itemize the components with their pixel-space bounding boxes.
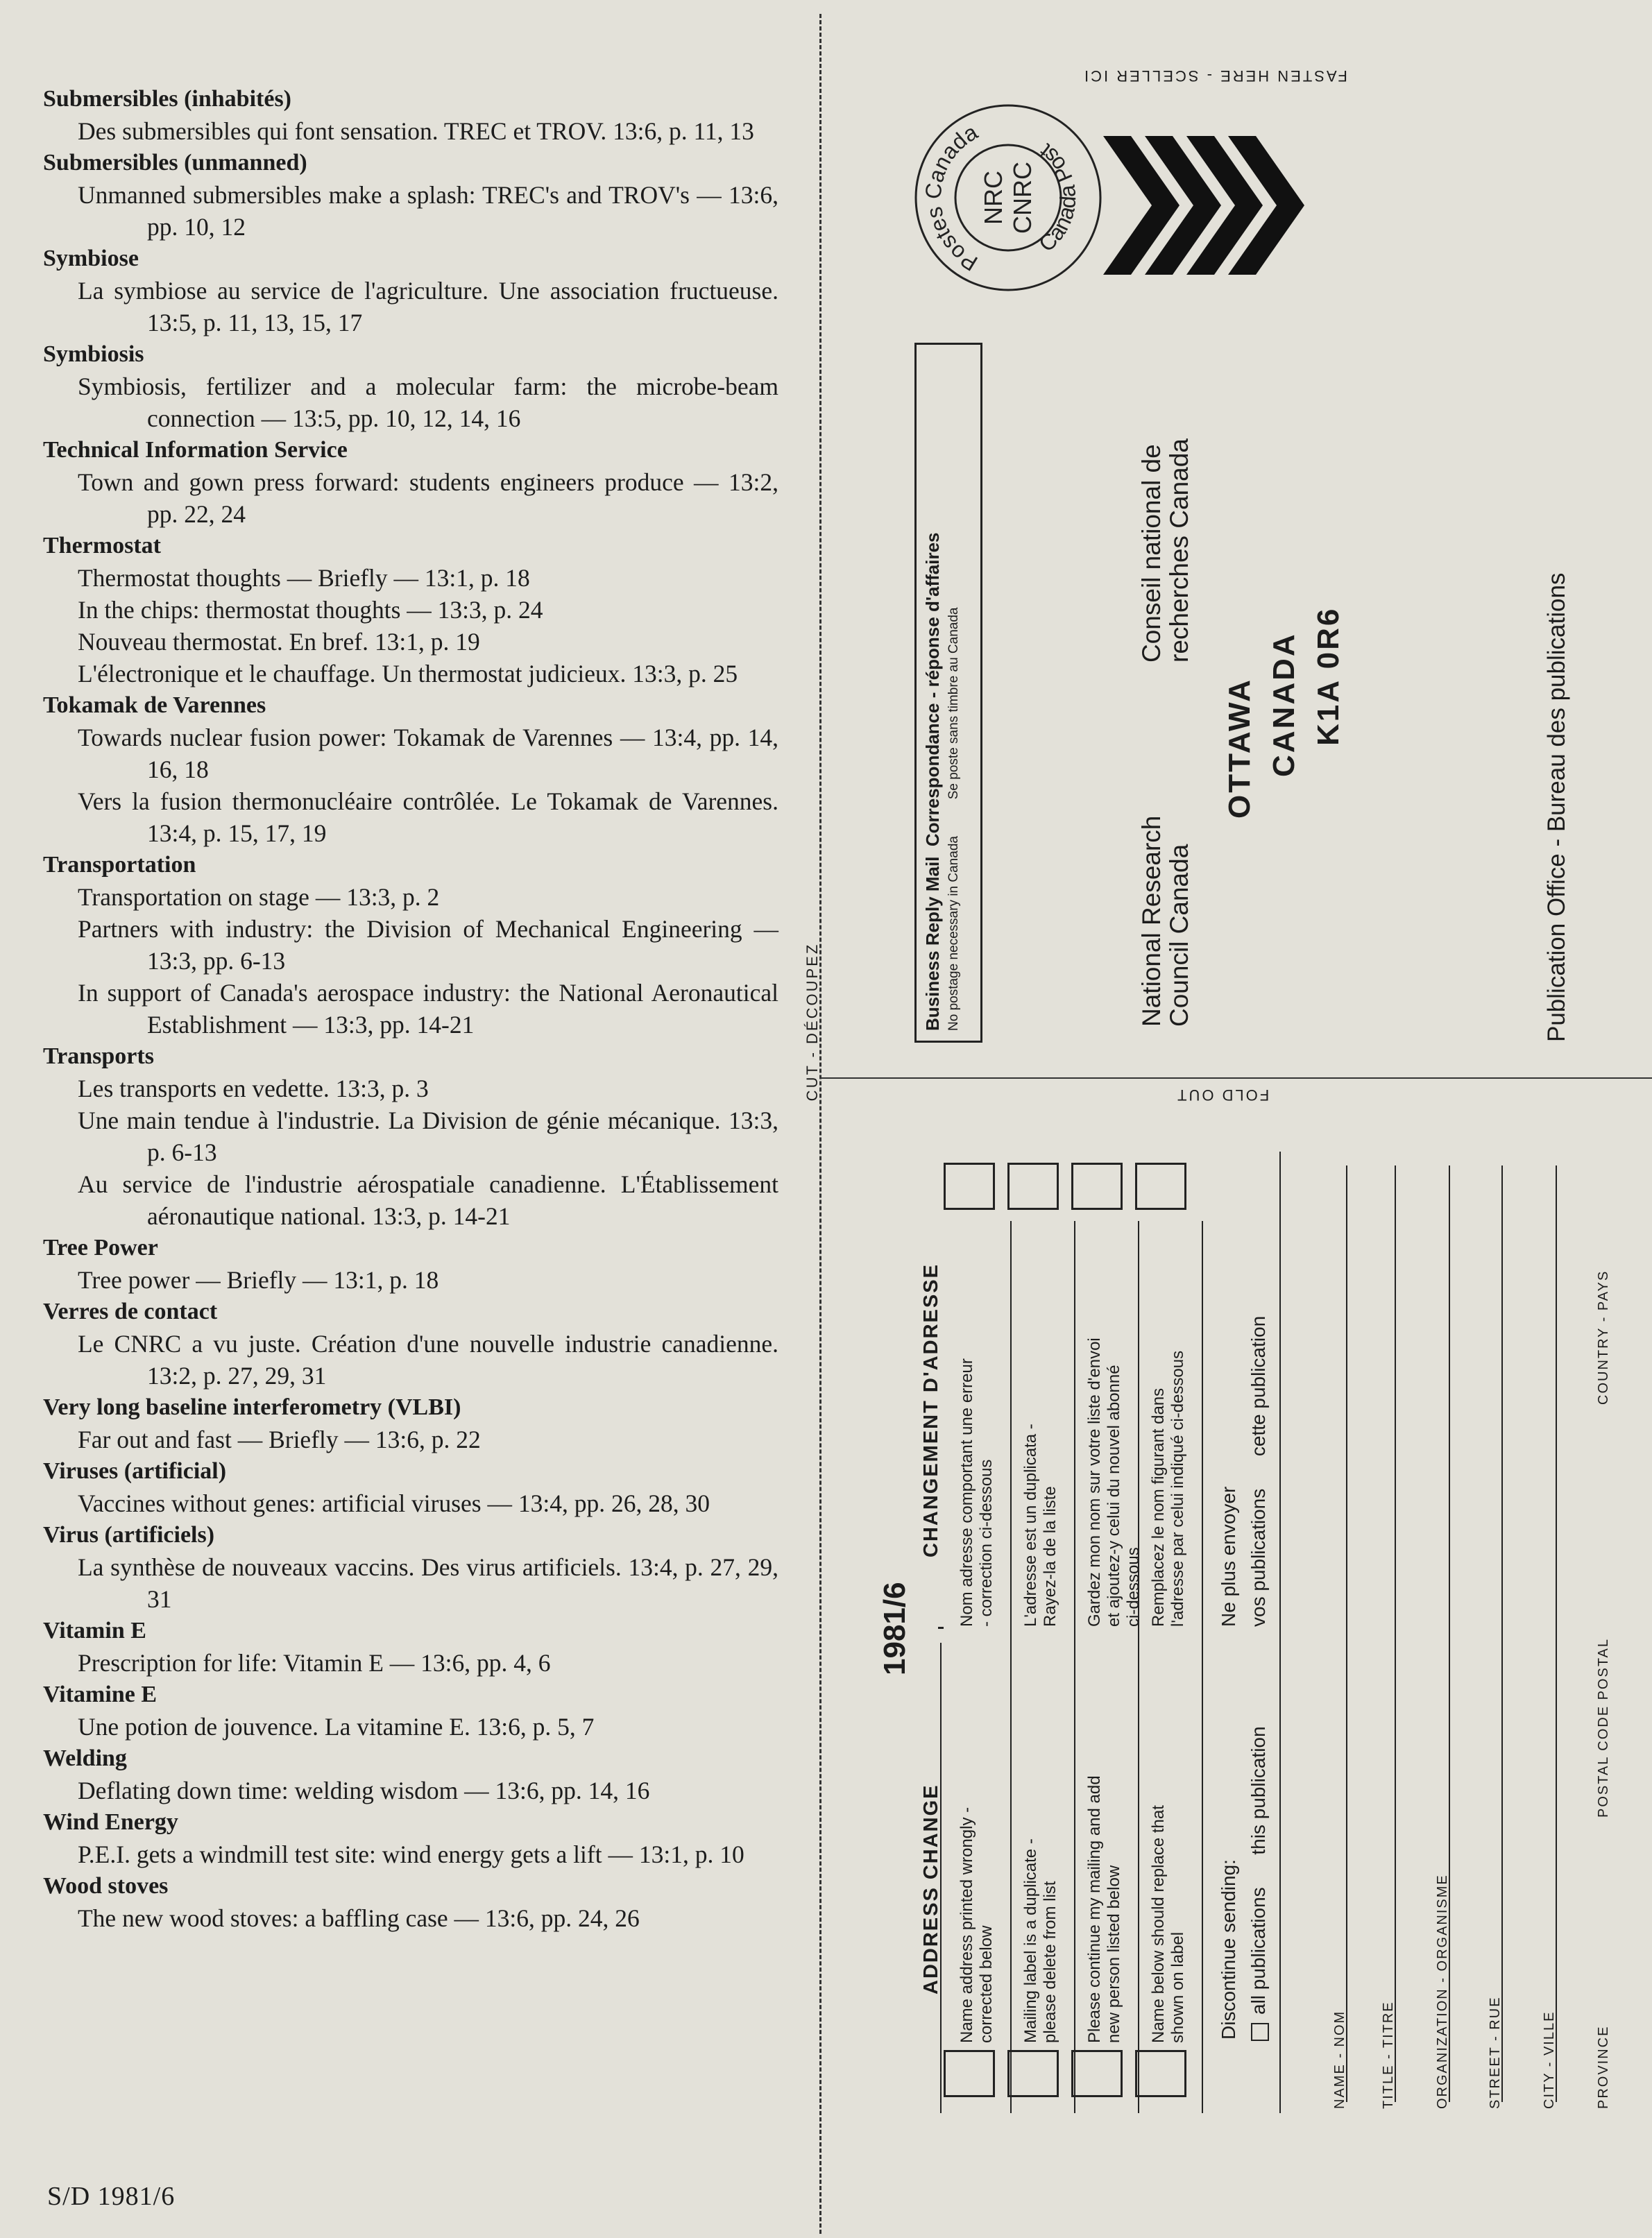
index-reference: Les transports en vedette. 13:3, p. 3 bbox=[78, 1075, 429, 1102]
index-entry bbox=[43, 530, 778, 690]
index-entry bbox=[43, 1519, 778, 1615]
business-reply-subtitle: No postage necessary in Canada Se poste sans timbre au Canada bbox=[946, 607, 961, 1031]
publication-office: Publication Office - Bureau des publications bbox=[1543, 572, 1570, 1042]
index-heading: Submersibles (unmanned) bbox=[43, 150, 307, 176]
postmark-nrc: NRC bbox=[979, 171, 1007, 225]
index-entry bbox=[43, 1679, 778, 1743]
option-fr-2 bbox=[1021, 1424, 1060, 1627]
card-divider-2 bbox=[1279, 1152, 1281, 2113]
index-reference: Town and gown press forward: students engineers produce — 13:2, pp. 22, 24 bbox=[78, 468, 778, 528]
index-entry bbox=[43, 1392, 778, 1455]
index-reference: Towards nuclear fusion power: Tokamak de Varennes — 13:4, pp. 14, 16, 18 bbox=[78, 724, 778, 783]
index-entry bbox=[43, 1743, 778, 1806]
option-fr-line: et ajoutez-y celui du nouvel abonné bbox=[1105, 1365, 1123, 1627]
subject-index bbox=[43, 83, 778, 1934]
index-heading: Tree Power bbox=[43, 1235, 158, 1261]
index-reference: Au service de l'industrie aérospatiale canadienne. L'Établissement aéronautique national. 13:3, p. 14-21 bbox=[78, 1170, 778, 1230]
index-entry bbox=[43, 434, 778, 530]
index-heading: Vitamine E bbox=[43, 1682, 157, 1707]
field-label[interactable]: CITY - VILLE bbox=[1542, 2010, 1557, 2109]
option-checkbox-en-3[interactable] bbox=[1071, 2050, 1123, 2097]
card-divider-1 bbox=[940, 1643, 942, 2113]
index-reference: Symbiosis, fertilizer and a molecular farm: the microbe-beam connection — 13:5, pp. 10, 12, 14, 16 bbox=[78, 373, 778, 432]
index-reference: Une main tendue à l'industrie. La Division de génie mécanique. 13:3, p. 6-13 bbox=[78, 1107, 778, 1166]
index-entry bbox=[43, 1455, 778, 1519]
option-checkbox-en-1[interactable] bbox=[944, 2050, 995, 2097]
svg-text:Postes Canada bbox=[920, 119, 982, 276]
option-en-line: new person listed below bbox=[1105, 1865, 1123, 2043]
index-heading: Tokamak de Varennes bbox=[43, 692, 266, 718]
option-fr-line: Gardez mon nom sur votre liste d'envoi bbox=[1085, 1338, 1104, 1627]
address-city: OTTAWA bbox=[1223, 678, 1257, 819]
option-fr-line: L'adresse est un duplicata - bbox=[1021, 1424, 1040, 1627]
index-reference: Tree power — Briefly — 13:1, p. 18 bbox=[78, 1266, 439, 1294]
org-english-line2: Council Canada bbox=[1165, 844, 1193, 1027]
index-entry bbox=[43, 243, 778, 339]
org-english-line1: National Research bbox=[1137, 815, 1166, 1027]
index-heading: Symbiosis bbox=[43, 341, 144, 367]
index-heading: Submersibles (inhabités) bbox=[43, 86, 291, 112]
index-heading: Wood stoves bbox=[43, 1873, 169, 1899]
option-en-line: please delete from list bbox=[1041, 1881, 1059, 2043]
index-reference: Des submersibles qui font sensation. TREC et TROV. 13:6, p. 11, 13 bbox=[78, 117, 754, 145]
field-label[interactable]: ORGANIZATION - ORGANISME bbox=[1435, 1874, 1450, 2109]
index-entry bbox=[43, 339, 778, 434]
option-checkbox-fr-2[interactable] bbox=[1007, 1163, 1059, 1210]
discontinue-fr-label: Ne plus envoyer bbox=[1218, 1486, 1239, 1627]
index-entry bbox=[43, 1232, 778, 1296]
card-issue: 1981/6 bbox=[878, 1582, 912, 1675]
index-reference: L'électronique et le chauffage. Un thermostat judicieux. 13:3, p. 25 bbox=[78, 660, 738, 687]
index-reference: Deflating down time: welding wisdom — 13:6, pp. 14, 16 bbox=[78, 1777, 650, 1804]
index-reference: La symbiose au service de l'agriculture. Une association fructueuse. 13:5, p. 11, 13, 15, 17 bbox=[78, 277, 778, 336]
index-entry bbox=[43, 1041, 778, 1232]
postmark-top-text: Postes Canada bbox=[920, 119, 982, 276]
index-heading: Very long baseline interferometry (VLBI) bbox=[43, 1394, 461, 1420]
option-en-line: Name address printed wrongly - bbox=[957, 1806, 976, 2043]
index-reference: The new wood stoves: a baffling case — 13:6, pp. 24, 26 bbox=[78, 1904, 640, 1932]
index-reference: In the chips: thermostat thoughts — 13:3, p. 24 bbox=[78, 596, 543, 624]
index-reference: Une potion de jouvence. La vitamine E. 13:6, p. 5, 7 bbox=[78, 1713, 595, 1741]
field-label[interactable]: NAME - NOM bbox=[1332, 2010, 1347, 2109]
option-fr-line: Rayez-la de la liste bbox=[1041, 1486, 1059, 1627]
card-title-fr: CHANGEMENT D'ADRESSE bbox=[920, 1263, 942, 1557]
index-reference: Prescription for life: Vitamin E — 13:6, pp. 4, 6 bbox=[78, 1649, 551, 1677]
option-divider bbox=[1138, 1221, 1139, 2113]
index-heading: Symbiose bbox=[43, 246, 139, 271]
option-en-1 bbox=[957, 1807, 996, 2043]
index-heading: Verres de contact bbox=[43, 1299, 218, 1324]
index-reference: Unmanned submersibles make a splash: TREC's and TROV's — 13:6, pp. 10, 12 bbox=[78, 181, 778, 241]
index-reference: In support of Canada's aerospace industry: the National Aeronautical Establishment — 13:3, pp. 14-21 bbox=[78, 979, 778, 1039]
index-heading: Transports bbox=[43, 1043, 154, 1069]
index-heading: Technical Information Service bbox=[43, 437, 348, 463]
index-reference: Vaccines without genes: artificial viruses — 13:4, pp. 26, 28, 30 bbox=[78, 1489, 710, 1517]
option-en-line: Please continue my mailing and add bbox=[1085, 1775, 1104, 2043]
index-reference: P.E.I. gets a windmill test site: wind energy gets a lift — 13:1, p. 10 bbox=[78, 1840, 744, 1868]
checkbox-all-publications[interactable] bbox=[1251, 2023, 1269, 2041]
option-fr-4 bbox=[1149, 1351, 1188, 1627]
field-line bbox=[1556, 1165, 1557, 2102]
option-en-line: Mailing label is a duplicate - bbox=[1021, 1838, 1040, 2043]
discontinue-fr-options bbox=[1247, 1316, 1270, 1627]
option-en-2 bbox=[1021, 1838, 1060, 2043]
option-divider bbox=[1010, 1221, 1012, 2113]
fold-out-label: FOLD OUT bbox=[1175, 1086, 1270, 1104]
address-postal-code: K1A 0R6 bbox=[1311, 606, 1345, 746]
index-entry bbox=[43, 1806, 778, 1870]
index-entry bbox=[43, 83, 778, 147]
option-fr-3 bbox=[1085, 1338, 1143, 1627]
postmark-cnrc: CNRC bbox=[1008, 162, 1037, 234]
option-checkbox-en-2[interactable] bbox=[1007, 2050, 1059, 2097]
option-fr-line: l'adresse par celui indiqué ci-dessous bbox=[1168, 1350, 1187, 1627]
index-entry bbox=[43, 1870, 778, 1934]
index-reference: La synthèse de nouveaux vaccins. Des virus artificiels. 13:4, p. 27, 29, 31 bbox=[78, 1553, 778, 1613]
option-en-line: corrected below bbox=[977, 1925, 996, 2043]
option-checkbox-fr-1[interactable] bbox=[944, 1163, 995, 1210]
option-divider bbox=[1074, 1221, 1075, 2113]
index-heading: Wind Energy bbox=[43, 1809, 178, 1835]
option-fr-line: Nom adresse comportant une erreur bbox=[957, 1358, 976, 1627]
index-heading: Viruses (artificial) bbox=[43, 1458, 227, 1484]
address-country: CANADA bbox=[1267, 632, 1301, 777]
option-en-3 bbox=[1085, 1775, 1124, 2043]
postmark-stamp bbox=[913, 103, 1103, 293]
option-checkbox-en-4[interactable] bbox=[1135, 2050, 1186, 2097]
index-heading: Transportation bbox=[43, 852, 196, 878]
index-reference: Transportation on stage — 13:3, p. 2 bbox=[78, 883, 440, 911]
reply-chevrons-icon bbox=[1103, 136, 1311, 275]
postmark-bottom-text: Canada Post bbox=[1034, 139, 1081, 257]
field-label[interactable]: TITLE - TITRE bbox=[1381, 2001, 1396, 2109]
discontinue-fr-options-text: vos publications cette publication bbox=[1247, 1315, 1269, 1627]
index-reference: Le CNRC a vu juste. Création d'une nouvelle industrie canadienne. 13:2, p. 27, 29, 31 bbox=[78, 1330, 778, 1390]
index-reference: Vers la fusion thermonucléaire contrôlée. Le Tokamak de Varennes. 13:4, p. 15, 17, 19 bbox=[78, 787, 778, 847]
org-french-line2: recherches Canada bbox=[1165, 438, 1193, 663]
index-reference: Thermostat thoughts — Briefly — 13:1, p. 18 bbox=[78, 564, 530, 592]
index-entry bbox=[43, 1615, 778, 1679]
cut-label: CUT - DÉCOUPEZ bbox=[803, 942, 821, 1102]
option-divider bbox=[1202, 1221, 1203, 2113]
field-line bbox=[1395, 1165, 1396, 2102]
index-entry bbox=[43, 849, 778, 1041]
option-checkbox-fr-4[interactable] bbox=[1135, 1163, 1186, 1210]
discontinue-en-label: Discontinue sending: bbox=[1218, 1859, 1239, 2040]
option-en-line: Name below should replace that bbox=[1149, 1805, 1168, 2043]
issue-code: S/D 1981/6 bbox=[47, 2182, 176, 2211]
index-heading: Virus (artificiels) bbox=[43, 1522, 215, 1548]
org-french bbox=[1138, 438, 1193, 663]
fasten-label: FASTEN HERE - SCELLER ICI bbox=[1082, 67, 1347, 85]
field-line bbox=[1346, 1165, 1347, 2102]
option-en-line: shown on label bbox=[1168, 1931, 1187, 2043]
option-en-4 bbox=[1149, 1805, 1188, 2043]
index-heading: Welding bbox=[43, 1745, 127, 1771]
title-divider bbox=[938, 1627, 944, 1629]
index-entry bbox=[43, 1296, 778, 1392]
card-title-en: ADDRESS CHANGE bbox=[920, 1784, 942, 1994]
field-label[interactable]: PROVINCE bbox=[1596, 2025, 1611, 2109]
index-reference: Nouveau thermostat. En bref. 13:1, p. 19 bbox=[78, 628, 480, 656]
business-reply-box bbox=[914, 343, 982, 1043]
org-english bbox=[1138, 816, 1193, 1027]
index-entry bbox=[43, 690, 778, 849]
option-fr-line: Remplacez le nom figurant dans bbox=[1149, 1387, 1168, 1627]
field-label[interactable]: STREET - RUE bbox=[1488, 1996, 1503, 2109]
index-heading: Vitamin E bbox=[43, 1618, 146, 1643]
index-heading: Thermostat bbox=[43, 533, 161, 558]
cut-line bbox=[819, 14, 821, 2234]
index-reference: Far out and fast — Briefly — 13:6, p. 22 bbox=[78, 1426, 481, 1453]
index-entry bbox=[43, 147, 778, 243]
discontinue-en-options-text: all publications this publication bbox=[1247, 1726, 1269, 2015]
postal-code-field[interactable]: POSTAL CODE POSTAL bbox=[1596, 1637, 1611, 1818]
option-fr-line: - correction ci-dessous bbox=[977, 1459, 996, 1627]
discontinue-en-options bbox=[1247, 1726, 1270, 2041]
option-checkbox-fr-3[interactable] bbox=[1071, 1163, 1123, 1210]
org-french-line1: Conseil national de bbox=[1137, 444, 1166, 663]
svg-text:Canada Post bbox=[1034, 139, 1080, 257]
country-field[interactable]: COUNTRY - PAYS bbox=[1596, 1270, 1611, 1405]
field-line bbox=[1501, 1165, 1503, 2102]
index-reference: Partners with industry: the Division of Mechanical Engineering — 13:3, pp. 6-13 bbox=[78, 915, 778, 975]
business-reply-title: Business Reply Mail Correspondance - réponse d'affaires bbox=[922, 532, 943, 1031]
fold-line bbox=[820, 1077, 1652, 1079]
option-fr-line: ci-dessous bbox=[1124, 1547, 1143, 1627]
option-fr-1 bbox=[957, 1358, 996, 1627]
